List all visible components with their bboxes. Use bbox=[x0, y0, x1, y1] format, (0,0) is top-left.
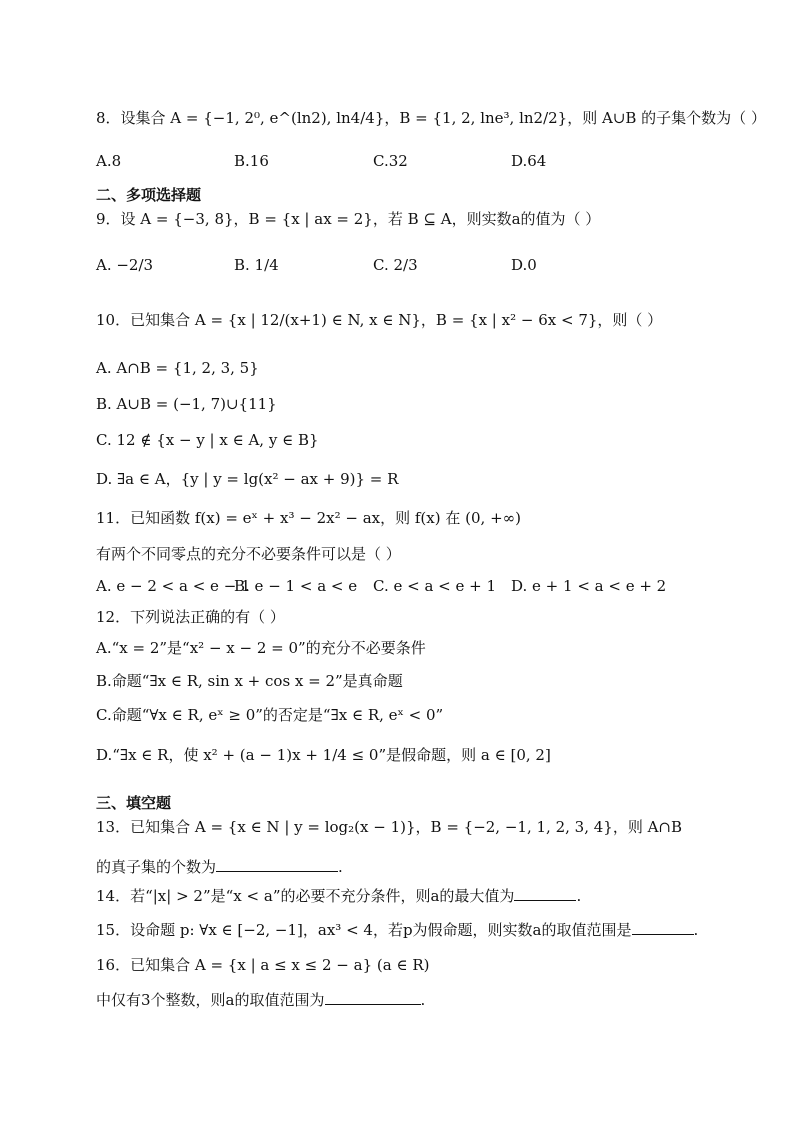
q15-answer-blank[interactable] bbox=[632, 920, 694, 935]
q8-option-d[interactable]: D.64 bbox=[511, 152, 547, 170]
q8-option-a[interactable]: A.8 bbox=[96, 152, 122, 170]
q16-answer-blank[interactable] bbox=[325, 990, 421, 1005]
q9-option-a[interactable]: A. −2/3 bbox=[96, 256, 154, 274]
question-16-stem-continued: 中仅有3个整数，则a的取值范围为 bbox=[96, 991, 325, 1009]
q14-end-period: . bbox=[576, 887, 582, 905]
question-11-stem-continued: 有两个不同零点的充分不必要条件可以是（ ） bbox=[96, 545, 401, 563]
q16-end-period: . bbox=[420, 991, 426, 1009]
q11-option-d[interactable]: D. e + 1 < a < e + 2 bbox=[511, 577, 667, 595]
q11-option-b[interactable]: B. e − 1 < a < e bbox=[234, 577, 358, 595]
question-10-stem: 10．已知集合 A = {x | 12/(x+1) ∈ N, x ∈ N}，B = {x | x² − 6x < 7}，则（ ） bbox=[96, 311, 663, 329]
q9-option-d[interactable]: D.0 bbox=[511, 256, 537, 274]
section-heading-multiple-choice: 二、多项选择题 bbox=[96, 186, 202, 204]
q12-option-d[interactable]: D.“∃x ∈ R，使 x² + (a − 1)x + 1/4 ≤ 0”是假命题，则 a ∈ [0, 2] bbox=[96, 746, 551, 764]
q11-option-c[interactable]: C. e < a < e + 1 bbox=[373, 577, 497, 595]
question-8-stem: 8．设集合 A = {−1, 2⁰, e^(ln2), ln4/4}，B = {1, 2, lne³, ln2/2}，则 A∪B 的子集个数为（ ） bbox=[96, 109, 766, 127]
q9-option-b[interactable]: B. 1/4 bbox=[234, 256, 279, 274]
q10-option-a[interactable]: A. A∩B = {1, 2, 3, 5} bbox=[96, 359, 259, 377]
question-9-stem: 9．设 A = {−3, 8}，B = {x | ax = 2}，若 B ⊆ A，则实数a的值为（ ） bbox=[96, 210, 601, 228]
q11-option-a[interactable]: A. e − 2 < a < e − 1 bbox=[96, 577, 251, 595]
q10-option-c[interactable]: C. 12 ∉ {x − y | x ∈ A, y ∈ B} bbox=[96, 431, 319, 449]
q8-option-c[interactable]: C.32 bbox=[373, 152, 408, 170]
question-12-stem: 12．下列说法正确的有（ ） bbox=[96, 608, 285, 626]
question-13-answer-line bbox=[96, 857, 343, 877]
question-14-line bbox=[96, 886, 581, 906]
q8-option-b[interactable]: B.16 bbox=[234, 152, 269, 170]
q13-answer-blank[interactable] bbox=[216, 857, 338, 872]
q10-option-d[interactable]: D. ∃a ∈ A，{y | y = lg(x² − ax + 9)} = R bbox=[96, 470, 399, 488]
q10-option-b[interactable]: B. A∪B = (−1, 7)∪{11} bbox=[96, 395, 277, 413]
q15-end-period: . bbox=[693, 921, 699, 939]
question-13-stem: 13．已知集合 A = {x ∈ N | y = log₂(x − 1)}，B = {−2, −1, 1, 2, 3, 4}，则 A∩B bbox=[96, 818, 683, 836]
question-14-stem: 14．若“|x| > 2”是“x < a”的必要不充分条件，则a的最大值为 bbox=[96, 887, 515, 905]
q9-option-c[interactable]: C. 2/3 bbox=[373, 256, 418, 274]
q13-end-period: . bbox=[338, 858, 343, 876]
q12-option-b[interactable]: B.命题“∃x ∈ R, sin x + cos x = 2”是真命题 bbox=[96, 672, 403, 690]
q12-option-a[interactable]: A.“x = 2”是“x² − x − 2 = 0”的充分不必要条件 bbox=[96, 639, 426, 657]
q14-answer-blank[interactable] bbox=[514, 886, 576, 901]
q12-option-c[interactable]: C.命题“∀x ∈ R, eˣ ≥ 0”的否定是“∃x ∈ R, eˣ < 0” bbox=[96, 706, 444, 724]
question-15-line bbox=[96, 920, 698, 940]
section-heading-fill-in: 三、填空题 bbox=[96, 794, 172, 812]
question-11-stem: 11．已知函数 f(x) = eˣ + x³ − 2x² − ax，则 f(x) 在 (0, +∞) bbox=[96, 509, 521, 527]
question-13-stem-continued: 的真子集的个数为 bbox=[96, 858, 217, 876]
question-16-stem: 16．已知集合 A = {x | a ≤ x ≤ 2 − a} (a ∈ R) bbox=[96, 956, 430, 974]
question-15-stem: 15．设命题 p: ∀x ∈ [−2, −1]，ax³ < 4，若p为假命题，则实数a的取值范围是 bbox=[96, 921, 632, 939]
question-16-answer-line bbox=[96, 990, 425, 1010]
